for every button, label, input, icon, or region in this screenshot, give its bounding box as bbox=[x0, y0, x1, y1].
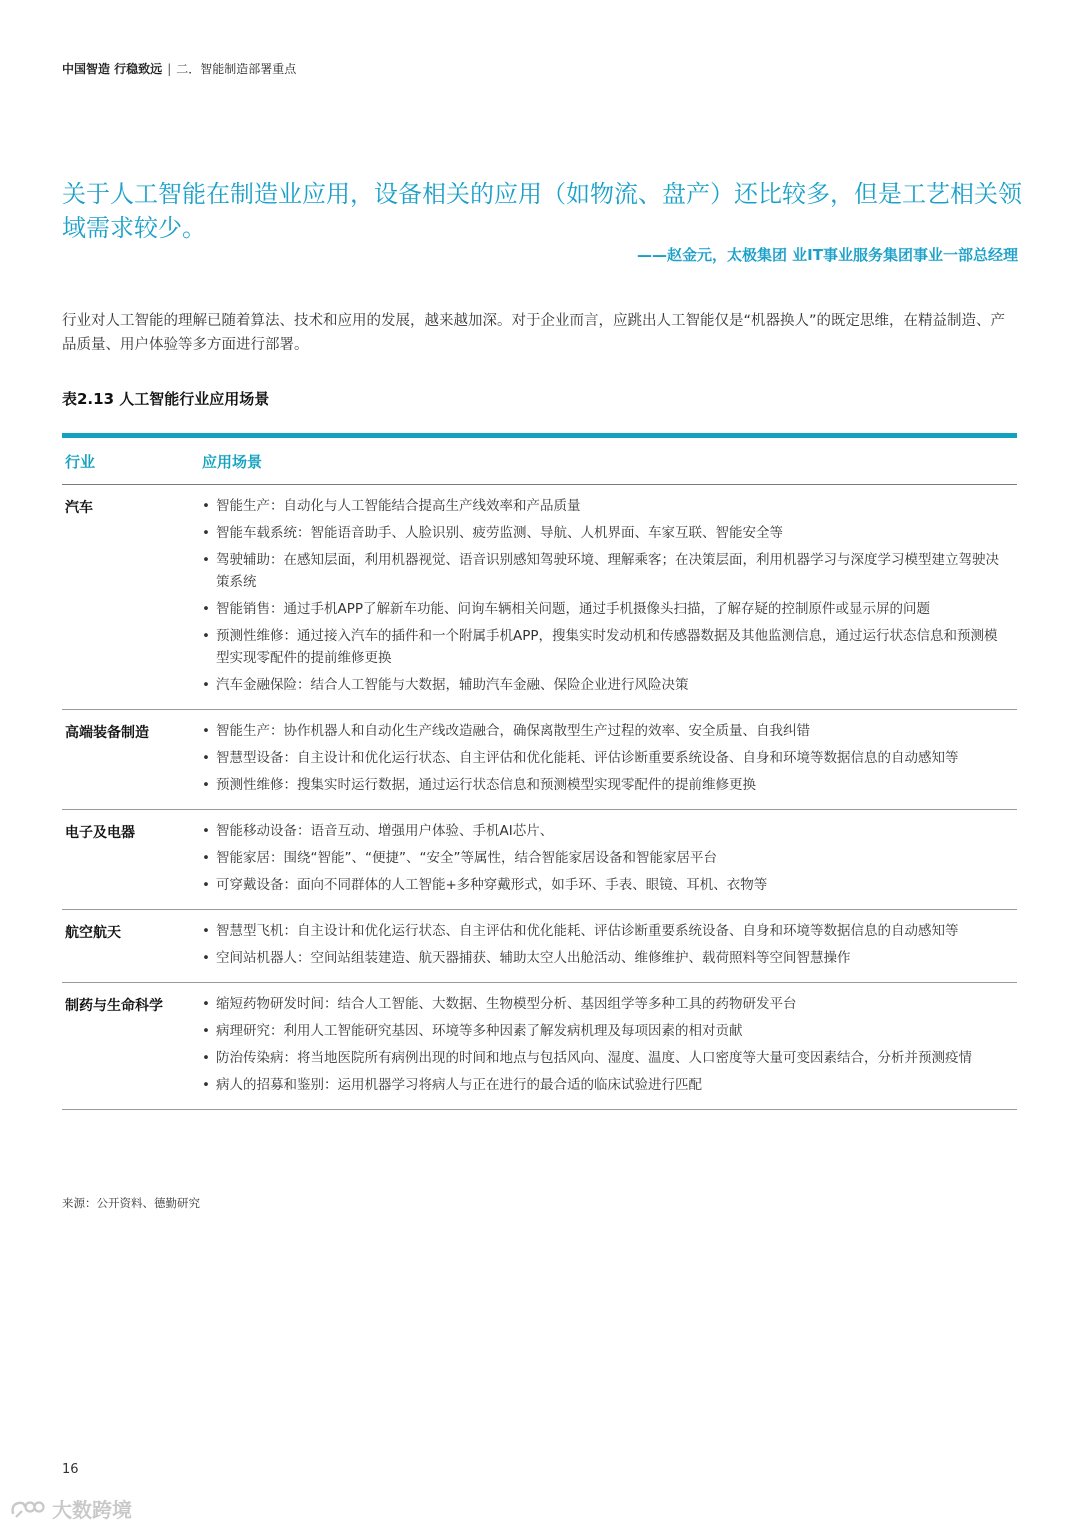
table-row bbox=[62, 810, 1017, 910]
table-row bbox=[62, 485, 1017, 710]
list-item: • 空间站机器人：空间站组装建造、航天器捕获、辅助太空人出舱活动、维修维护、载荷照料等空间智慧操作 bbox=[202, 947, 1017, 969]
list-item: • 智能生产：协作机器人和自动化生产线改造融合，确保离散型生产过程的效率、安全质量、自我纠错 bbox=[202, 720, 1017, 742]
section-title: 二．智能制造部署重点 bbox=[176, 62, 297, 76]
list-item: • 预测性维修：通过接入汽车的插件和一个附属手机APP，搜集实时发动机和传感器数据及其他监测信息，通过运行状态信息和预测模型实现零配件的提前维修更换 bbox=[202, 625, 1017, 669]
scenario-list bbox=[202, 820, 1017, 901]
table-row bbox=[62, 710, 1017, 810]
scenario-list bbox=[202, 720, 1017, 801]
list-item: • 智慧型设备：自主设计和优化运行状态、自主评估和优化能耗、评估诊断重要系统设备、自身和环境等数据信息的自动感知等 bbox=[202, 747, 1017, 769]
intro-paragraph: 行业对人工智能的理解已随着算法、技术和应用的发展，越来越加深。对于企业而言，应跳出人工智能仅是“机器换人”的既定思维，在精益制造、产品质量、用户体验等多方面进行部署。 bbox=[62, 313, 1006, 353]
list-item: • 智能生产：自动化与人工智能结合提高生产线效率和产品质量 bbox=[202, 495, 1017, 517]
industry-label: 航空航天 bbox=[65, 925, 121, 941]
watermark-logo-icon bbox=[10, 1498, 46, 1520]
industry-label: 高端装备制造 bbox=[65, 725, 149, 741]
industry-label: 电子及电器 bbox=[65, 825, 135, 841]
list-item: • 防治传染病：将当地医院所有病例出现的时间和地点与包括风向、湿度、温度、人口密度等大量可变因素结合，分析并预测疫情 bbox=[202, 1047, 1017, 1069]
list-item: • 预测性维修：搜集实时运行数据，通过运行状态信息和预测模型实现零配件的提前维修更换 bbox=[202, 774, 1017, 796]
list-item: • 智能家居：围绕“智能”、“便捷”、“安全”等属性，结合智能家居设备和智能家居平台 bbox=[202, 847, 1017, 869]
industry-label: 汽车 bbox=[65, 500, 93, 516]
table-title: 表2.13 人工智能行业应用场景 bbox=[62, 390, 270, 408]
page-number: 16 bbox=[62, 1462, 79, 1477]
scenario-list bbox=[202, 495, 1017, 701]
table-row bbox=[62, 983, 1017, 1110]
pull-quote: 关于人工智能在制造业应用，设备相关的应用（如物流、盘产）还比较多，但是工艺相关领域需求较少。 bbox=[62, 180, 1022, 242]
list-item: • 病理研究：利用人工智能研究基因、环境等多种因素了解发病机理及每项因素的相对贡献 bbox=[202, 1020, 1017, 1042]
industry-label: 制药与生命科学 bbox=[65, 998, 163, 1014]
header-scenarios: 应用场景 bbox=[202, 452, 263, 471]
header-separator: | bbox=[167, 62, 172, 76]
watermark bbox=[10, 1494, 132, 1523]
applications-table bbox=[62, 433, 1017, 1110]
watermark-text: 大数跨境 bbox=[52, 1498, 132, 1522]
list-item: • 汽车金融保险：结合人工智能与大数据，辅助汽车金融、保险企业进行风险决策 bbox=[202, 674, 1017, 696]
list-item: • 智能销售：通过手机APP了解新车功能、问询车辆相关问题，通过手机摄像头扫描，了解存疑的控制原件或显示屏的问题 bbox=[202, 598, 1017, 620]
table-header-row bbox=[62, 438, 1017, 485]
scenario-list bbox=[202, 920, 1017, 974]
list-item: • 驾驶辅助：在感知层面，利用机器视觉、语音识别感知驾驶环境、理解乘客；在决策层面，利用机器学习与深度学习模型建立驾驶决策系统 bbox=[202, 549, 1017, 593]
report-title: 中国智造 行稳致远 bbox=[62, 62, 163, 76]
table-row bbox=[62, 910, 1017, 983]
list-item: • 缩短药物研发时间：结合人工智能、大数据、生物模型分析、基因组学等多种工具的药物研发平台 bbox=[202, 993, 1017, 1015]
list-item: • 智能车载系统：智能语音助手、人脸识别、疲劳监测、导航、人机界面、车家互联、智能安全等 bbox=[202, 522, 1017, 544]
list-item: • 可穿戴设备：面向不同群体的人工智能+多种穿戴形式，如手环、手表、眼镜、耳机、衣物等 bbox=[202, 874, 1017, 896]
list-item: • 智能移动设备：语音互动、增强用户体验、手机AI芯片、 bbox=[202, 820, 1017, 842]
list-item: • 智慧型飞机：自主设计和优化运行状态、自主评估和优化能耗、评估诊断重要系统设备、自身和环境等数据信息的自动感知等 bbox=[202, 920, 1017, 942]
quote-attribution: ——赵金元，太极集团 业IT事业服务集团事业一部总经理 bbox=[636, 246, 1018, 264]
running-header bbox=[62, 60, 296, 77]
list-item: • 病人的招募和鉴别：运用机器学习将病人与正在进行的最合适的临床试验进行匹配 bbox=[202, 1074, 1017, 1096]
table-source: 来源：公开资料、德勤研究 bbox=[62, 1196, 200, 1210]
scenario-list bbox=[202, 993, 1017, 1101]
header-industry: 行业 bbox=[65, 452, 96, 471]
